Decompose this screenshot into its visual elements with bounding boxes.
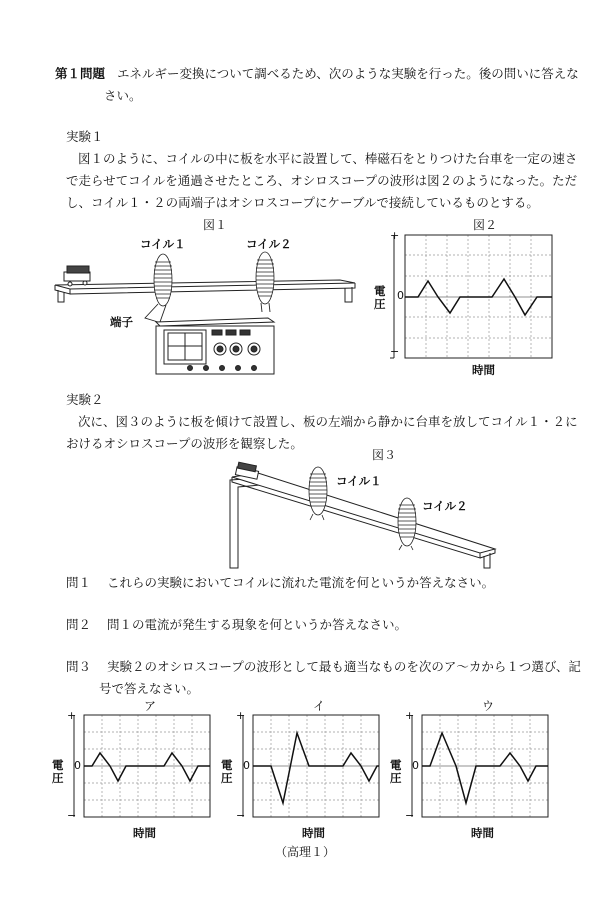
question2-text: 問１の電流が発生する現象を何というか答えなさい。 (107, 617, 408, 632)
choice-c-chart (402, 715, 552, 827)
figure2-zero: 0 (397, 289, 404, 302)
figure2-plus: + (390, 229, 400, 242)
figure1-coil2-label: コイル２ (246, 237, 292, 251)
experiment1-heading: 実験１ (66, 129, 104, 144)
question2 (66, 615, 407, 635)
figure3-board (232, 473, 495, 568)
problem-intro-line2: さい。 (104, 88, 142, 103)
question1-number: 問１ (66, 575, 92, 590)
figure3-coil2-label: コイル２ (422, 499, 468, 513)
choice-c-label: ウ (482, 699, 495, 713)
choice-b-chart (233, 715, 383, 827)
figure2-xlabel: 時間 (472, 363, 495, 377)
problem-number: 第１問題 (55, 66, 106, 81)
experiment1-line2: で走らせてコイルを通過させたところ、オシロスコープの波形は図２のようになった。ただ (66, 173, 578, 188)
choice-c-ylabel-1: 電 (390, 758, 402, 772)
figure3-caption: 図３ (372, 448, 397, 462)
choice-c-plus: + (405, 709, 415, 722)
figure3-coil1-label: コイル１ (336, 474, 382, 488)
choice-a-ylabel-1: 電 (52, 758, 64, 772)
choice-c-zero: 0 (412, 759, 419, 772)
question1-text: これらの実験においてコイルに流れた電流を何というか答えなさい。 (107, 575, 495, 590)
choice-b-zero: 0 (243, 759, 250, 772)
choice-b-ylabel-2: 圧 (221, 771, 233, 785)
choice-a-waveform (84, 753, 210, 781)
figure2-caption: 図２ (473, 218, 498, 232)
choice-a-zero: 0 (74, 759, 81, 772)
experiment2-line1: 次に、図３のように板を傾けて設置し、板の左端から静かに台車を放してコイル１・２に (78, 414, 578, 429)
choice-a-chart (64, 715, 214, 827)
figure1-caption: 図１ (203, 218, 228, 232)
choice-a-xlabel: 時間 (133, 826, 156, 840)
choice-b-ylabel-1: 電 (221, 758, 233, 772)
choice-c-ylabel-2: 圧 (390, 771, 402, 785)
figure3-stand (230, 478, 260, 568)
page-footer: （高理１） (275, 845, 336, 859)
problem-intro-line1: エネルギー変換について調べるため、次のような実験を行った。後の問いに答えな (117, 66, 579, 81)
choice-b-xlabel: 時間 (302, 826, 325, 840)
experiment1-line1: 図１のように、コイルの中に板を水平に設置して、棒磁石をとりつけた台車を一定の速さ (78, 151, 578, 166)
choice-a-minus: − (67, 809, 77, 822)
figure2-minus: − (390, 345, 400, 358)
choice-c-waveform (422, 733, 548, 803)
figure3-coil2 (398, 498, 416, 550)
question3-number: 問３ (66, 659, 92, 674)
choice-a-plus: + (67, 709, 77, 722)
choice-b-minus: − (236, 809, 246, 822)
choice-b-label: イ (313, 699, 326, 713)
choice-b-waveform (253, 733, 379, 803)
figure3-coil1 (309, 467, 327, 520)
figure1-terminal-label: 端子 (110, 315, 133, 329)
experiment2-heading: 実験２ (66, 392, 104, 407)
question1 (66, 573, 494, 593)
figure2-ylabel-2: 圧 (374, 297, 386, 311)
experiment2-line2: おけるオシロスコープの波形を観察した。 (66, 436, 303, 451)
choice-c-minus: − (405, 809, 415, 822)
choice-c-xlabel: 時間 (471, 826, 494, 840)
question2-number: 問２ (66, 617, 92, 632)
choice-a-ylabel-2: 圧 (52, 771, 64, 785)
question3-text-line1: 実験２のオシロスコープの波形として最も適当なものを次のア〜カから１つ選び、記 (107, 659, 581, 674)
experiment1-line3: し、コイル１・２の両端子はオシロスコープにケーブルで接続しているものとする。 (66, 195, 539, 210)
figure2-ylabel-1: 電 (374, 284, 386, 298)
question3 (66, 657, 581, 677)
choice-b-plus: + (236, 709, 246, 722)
choice-a-label: ア (144, 699, 157, 713)
figure1-coil1-label: コイル１ (140, 237, 186, 251)
question3-text-line2: 号で答えなさい。 (99, 681, 200, 696)
